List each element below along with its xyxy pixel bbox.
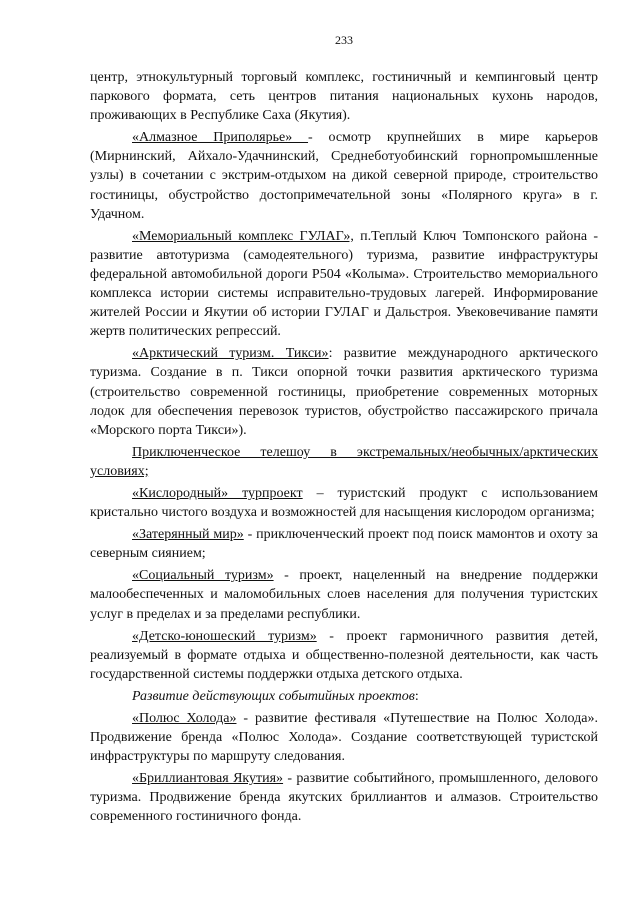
page-number: 233 [335, 33, 353, 47]
paragraph-text: - развитие фестиваля «Путешествие на Полюс Холода». Продвижение бренда «Полюс Холода». Создание соответствующей туристской инфраструктуры по маршруту следования. [90, 711, 598, 765]
paragraph [90, 687, 598, 706]
paragraph-text: центр, этнокультурный торговый комплекс, гостиничный и кемпинговый центр паркового формата, сеть центров питания национальных кухонь народов, проживающих в Республике Саха (Якутия). [90, 70, 598, 124]
paragraph-text: - проект гармоничного развития детей, реализуемый в формате отдыха и общественно-полезной деятельности, как часть государственной системы поддержки отдыха детского отдыха. [90, 628, 598, 682]
paragraph [90, 227, 598, 342]
paragraph [90, 566, 598, 623]
paragraph [90, 627, 598, 684]
paragraph-text: п.Теплый Ключ Томпонского района - развитие автотуризма (самодеятельного) туризма, развитие инфраструктуры федеральной автомобильной дороги Р504 «Колыма». Строительство мемориального комплекса истории системы исправительно-трудовых лагерей. Информирование жителей России и Якутии об истории ГУЛАГ и Дальстроя. Увековечивание памяти жертв политических репрессий. [90, 228, 598, 340]
paragraph [90, 484, 598, 522]
paragraph-text: - развитие событийного, промышленного, делового туризма. Продвижение бренда якутских бриллиантов и алмазов. Строительство современного гостиничного фонда. [90, 771, 598, 825]
paragraph [90, 525, 598, 563]
section-heading: Развитие действующих событийных проектов [132, 688, 415, 704]
paragraph [90, 68, 598, 125]
project-title: «Алмазное Приполярье» [132, 130, 309, 146]
paragraph [90, 769, 598, 826]
paragraph-text: - осмотр крупнейших в мире карьеров (Мирнинский, Айхало-Удачнинский, Среднеботуобинский горнопромышленные узлы) в сочетании с экстрим-отдыхом на дикой северной природе, строительство гостиницы, обустройство достопримечательной зоны «Полярного круга» в г. Удачном. [90, 130, 598, 222]
paragraph-text: - приключенческий проект под поиск мамонтов и охоту за северным сиянием; [90, 527, 598, 562]
paragraph-text: : [414, 688, 419, 704]
project-title: «Затерянный мир» [132, 527, 244, 543]
project-title: «Полюс Холода» [132, 711, 237, 726]
project-title: Приключенческое телешоу в экстремальных/необычных/арктических условиях; [90, 444, 598, 479]
paragraph [90, 709, 598, 766]
project-title: «Детско-юношеский туризм» [132, 628, 317, 644]
paragraph [90, 128, 598, 223]
project-title: «Мемориальный комплекс ГУЛАГ», [132, 228, 354, 244]
paragraph [90, 443, 598, 481]
paragraph-text: – туристский продукт с использованием кристально чистого воздуха и возможностей для насыщения кислородом организма; [90, 485, 599, 521]
paragraph-text: - проект, нацеленный на внедрение поддержки малообеспеченных и маломобильных слоев населения для получения туристских услуг в пределах и за пределами республики. [90, 568, 598, 622]
paragraph-text: : развитие международного арктического туризма. Создание в п. Тикси опорной точки развития арктического туризма (строительство современной гостиницы, приобретение современных моторных лодок для обеспечения перевозок туристов, обустройство пассажирского причала «Морского порта Тикси»). [90, 346, 599, 438]
project-title: «Социальный туризм» [132, 568, 274, 584]
project-title: «Кислородный» турпроект [132, 485, 303, 501]
project-title: «Арктический туризм. Тикси» [132, 346, 329, 362]
body-text [90, 68, 598, 827]
project-title: «Бриллиантовая Якутия» [132, 771, 284, 787]
paragraph [90, 344, 598, 439]
